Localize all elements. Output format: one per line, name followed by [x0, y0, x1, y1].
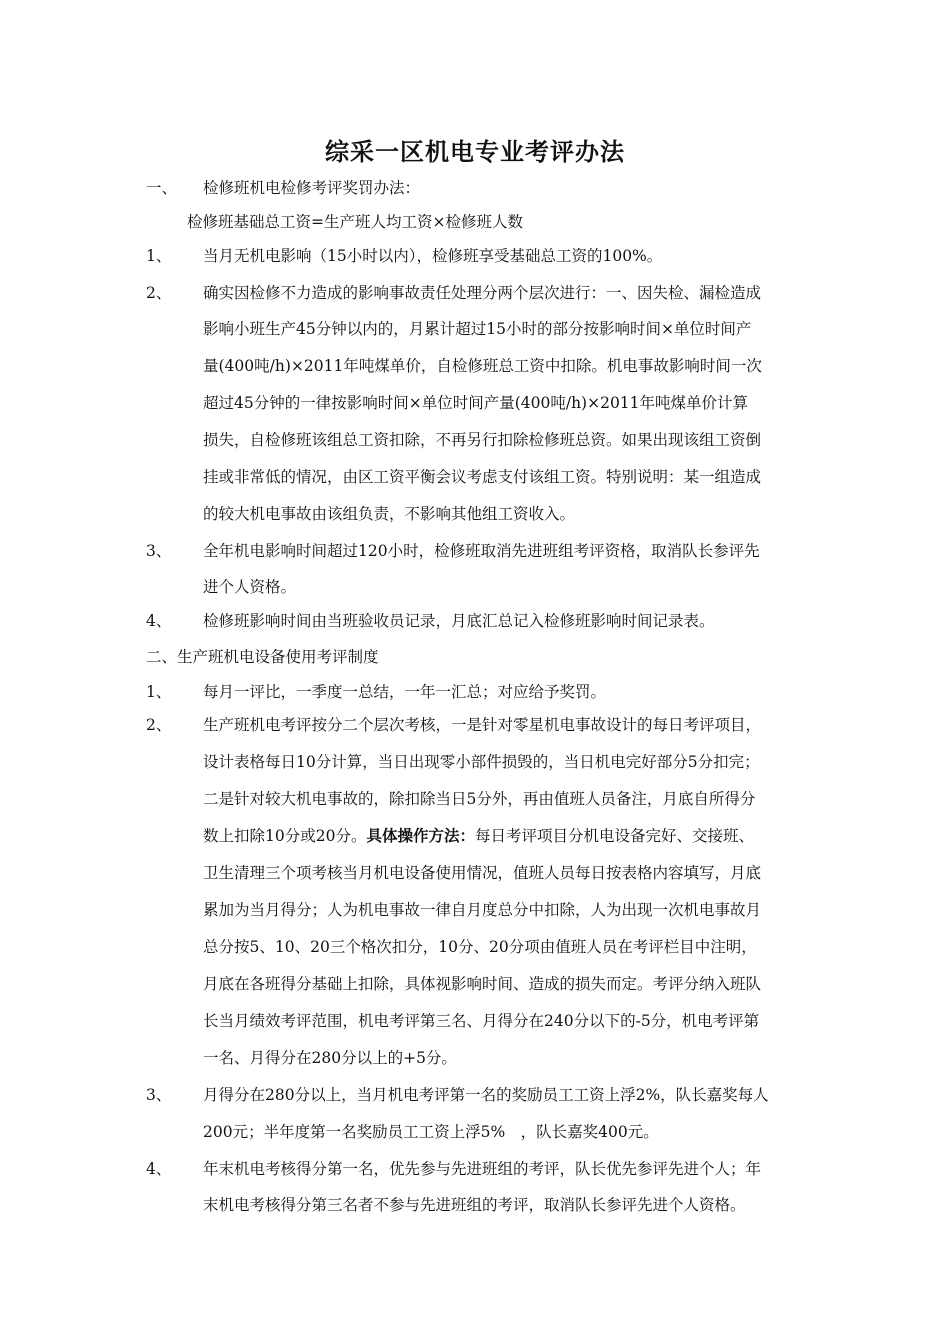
paragraph-line: 影响小班生产45分钟以内的，月累计超过15小时的部分按影响时间×单位时间产: [203, 320, 752, 338]
paragraph-line: 末机电考核得分第三名者不参与先进班组的考评，取消队长参评先进个人资格。: [203, 1196, 746, 1214]
item-number: 1、: [146, 247, 172, 265]
paragraph-line: 每月一评比，一季度一总结，一年一汇总；对应给予奖罚。: [203, 683, 607, 701]
paragraph-line: 200元；半年度第一名奖励员工工资上浮5% ，队长嘉奖400元。: [203, 1123, 659, 1141]
paragraph-line: 总分按5、10、20三个格次扣分，10分、20分项由值班人员在考评栏目中注明，: [203, 938, 757, 956]
paragraph-text: 数上扣除10分或20分。: [203, 827, 367, 845]
section1-number: 一、: [146, 179, 178, 197]
paragraph-line: 累加为当月得分；人为机电事故一律自月度总分中扣除，人为出现一次机电事故月: [203, 901, 762, 919]
paragraph-line: 超过45分钟的一律按影响时间×单位时间产量(400吨/h)×2011年吨煤单价计算: [203, 394, 749, 412]
paragraph-line: 量(400吨/h)×2011年吨煤单价，自检修班总工资中扣除。机电事故影响时间一次: [203, 357, 762, 375]
document-title: 综采一区机电专业考评办法: [325, 137, 625, 166]
item-number: 2、: [146, 716, 172, 734]
paragraph-line: 卫生清理三个项考核当月机电设备使用情况，值班人员每日按表格内容填写，月底: [203, 864, 762, 882]
item-number: 3、: [146, 542, 172, 560]
paragraph-line: 长当月绩效考评范围，机电考评第三名、月得分在240分以下的-5分，机电考评第: [203, 1012, 760, 1030]
paragraph-line: 月得分在280分以上，当月机电考评第一名的奖励员工工资上浮2%，队长嘉奖每人: [203, 1086, 769, 1104]
section1-heading: 检修班机电检修考评奖罚办法：: [203, 179, 421, 197]
item-number: 3、: [146, 1086, 172, 1104]
paragraph-line: 设计表格每日10分计算，当日出现零小部件损毁的，当日机电完好部分5分扣完；: [203, 753, 760, 771]
paragraph-line: 全年机电影响时间超过120小时，检修班取消先进班组考评资格，取消队长参评先: [203, 542, 760, 560]
paragraph-line: 确实因检修不力造成的影响事故责任处理分两个层次进行：一、因失检、漏检造成: [203, 284, 762, 302]
paragraph-line: 当月无机电影响（15小时以内），检修班享受基础总工资的100%。: [203, 247, 663, 265]
paragraph-line: 挂或非常低的情况，由区工资平衡会议考虑支付该组工资。特别说明：某一组造成: [203, 468, 762, 486]
item-number: 4、: [146, 1160, 172, 1178]
paragraph-line: 检修班影响时间由当班验收员记录，月底汇总记入检修班影响时间记录表。: [203, 612, 715, 630]
paragraph-line: 二是针对较大机电事故的，除扣除当日5分外，再由值班人员备注，月底自所得分: [203, 790, 756, 808]
paragraph-line: 生产班机电考评按分二个层次考核，一是针对零星机电事故设计的每日考评项目，: [203, 716, 762, 734]
paragraph-line: 年末机电考核得分第一名，优先参与先进班组的考评，队长优先参评先进个人；年: [203, 1160, 762, 1178]
item-number: 4、: [146, 612, 172, 630]
paragraph-text: 每日考评项目分机电设备完好、交接班、: [474, 827, 754, 845]
formula-line: 检修班基础总工资=生产班人均工资×检修班人数: [187, 213, 523, 231]
paragraph-line: 进个人资格。: [203, 578, 297, 596]
item-number: 1、: [146, 683, 172, 701]
bold-label: 具体操作方法：: [366, 826, 475, 845]
paragraph-line: [203, 825, 754, 847]
paragraph-line: 月底在各班得分基础上扣除，具体视影响时间、造成的损失而定。考评分纳入班队: [203, 975, 762, 993]
item-number: 2、: [146, 284, 172, 302]
paragraph-line: 的较大机电事故由该组负责，不影响其他组工资收入。: [203, 505, 576, 523]
section2-heading: 二、生产班机电设备使用考评制度: [146, 648, 379, 666]
paragraph-line: 损失，自检修班该组总工资扣除，不再另行扣除检修班总资。如果出现该组工资倒: [203, 431, 762, 449]
paragraph-line: 一名、月得分在280分以上的+5分。: [203, 1049, 457, 1067]
